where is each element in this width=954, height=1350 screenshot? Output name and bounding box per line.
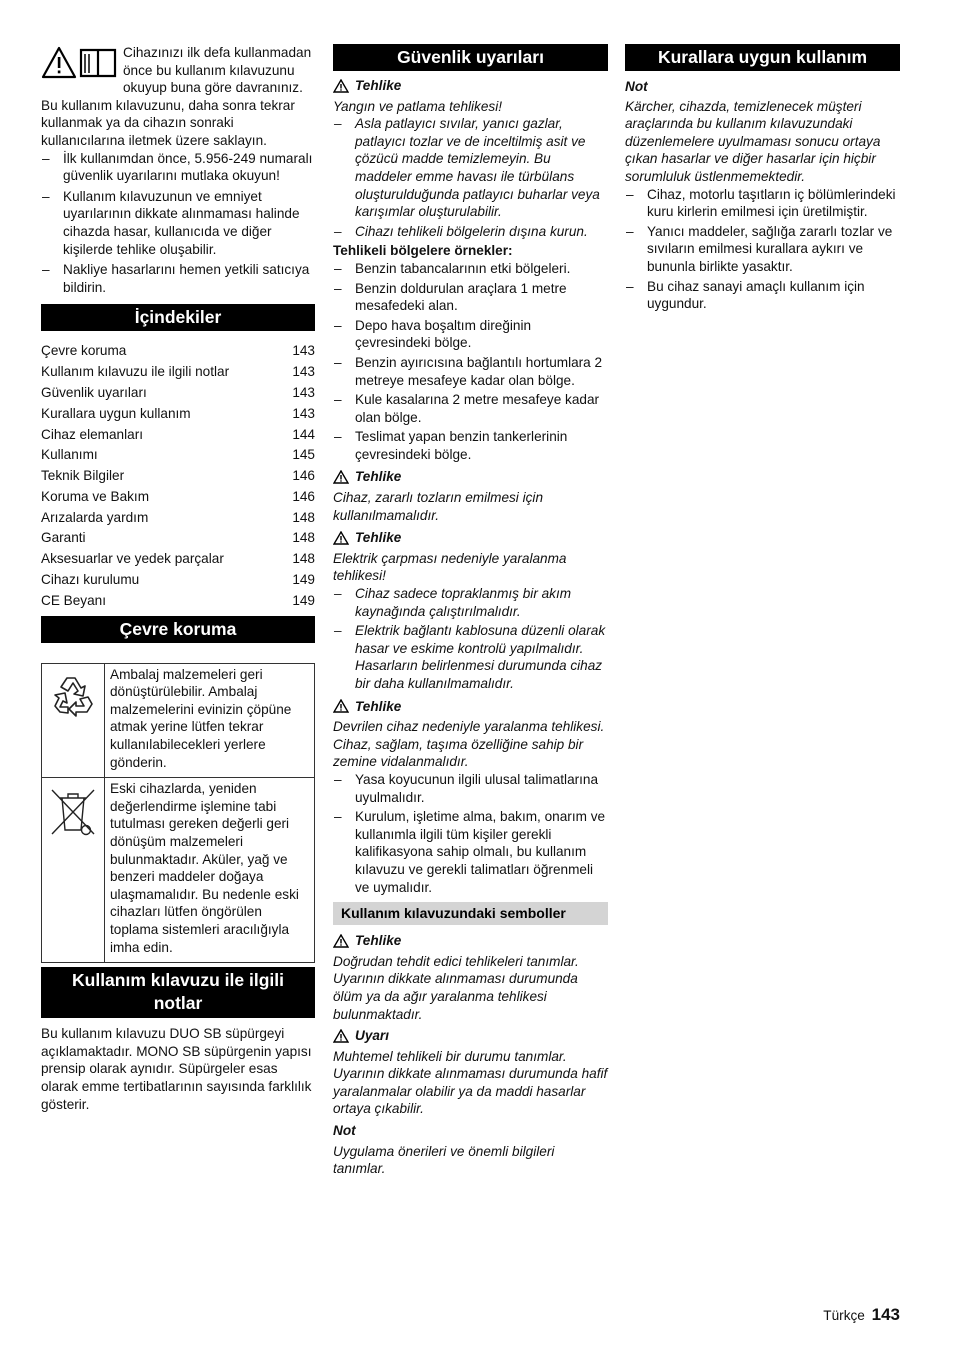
list-item: – Elektrik bağlantı kablosuna düzenli olarak hasar ve eskime kontrolü yapılmalıdır. Hasarların belirlenmesi durumunda cihaz bir daha kullanılmamalıdır.: [333, 622, 608, 692]
list-item: – Benzin ayırıcısına bağlantılı hortumlara 2 metreye mesafeye kadar olan bölge.: [333, 354, 608, 389]
note-heading: Not: [625, 79, 648, 94]
zones-heading: Tehlikeli bölgelere örnekler:: [333, 243, 513, 259]
notes-text: Bu kullanım kılavuzu DUO SB süpürgeyi açıklamaktadır. MONO SB süpürgenin yapısı prensip olarak aynıdır. Süpürgeler esas olarak emme tertibatlarının sayısında farklılık gösterir.: [41, 1026, 312, 1112]
toc-row[interactable]: Arızalarda yardım 148: [41, 509, 315, 525]
toc-heading: İçindekiler: [41, 304, 315, 331]
tip-list: [333, 771, 608, 896]
page-number: 143: [871, 1305, 900, 1324]
list-item: – İlk kullanımdan önce, 5.956-249 numaralı güvenlik uyarılarını mutlaka okuyun!: [41, 150, 315, 185]
env-table: [41, 663, 315, 964]
warning-icon: [333, 470, 349, 484]
notes-heading: Kullanım kılavuzu ile ilgili notlar: [41, 967, 315, 1018]
symbols-heading: Kullanım kılavuzundaki semboller: [333, 902, 608, 925]
danger-heading: Tehlike: [333, 77, 608, 95]
list-item: – Nakliye hasarlarını hemen yetkili satıcıya bildirin.: [41, 261, 315, 296]
danger-heading: Tehlike: [333, 698, 608, 716]
list-item: – Kullanım kılavuzunun ve emniyet uyarılarının dikkate alınmaması halinde cihazda hasar, kullanıcıda ve diğer kişilerde tehlike oluşabilir.: [41, 188, 315, 258]
table-row: [42, 663, 315, 778]
list-item: – Yanıcı maddeler, sağlığa zararlı tozlar ve sıvıların emilmesi kurallara aykırı ve bununla birlikte yasaktır.: [625, 223, 900, 276]
list-item: – Cihaz, motorlu taşıtların iç bölümlerindeki kuru kirlerin emilmesi için üretilmiştir.: [625, 186, 900, 221]
env-icon-cell: [42, 663, 105, 778]
column-left: [41, 44, 315, 1113]
list-item: – Cihaz sadece topraklanmış bir akım kaynağında çalıştırılmalıdır.: [333, 585, 608, 620]
fire-lead: Yangın ve patlama tehlikesi!: [333, 98, 503, 114]
warning-icon: [333, 79, 349, 93]
warning-icon: [333, 934, 349, 948]
toc-row[interactable]: Kullanımı 145: [41, 447, 315, 463]
env-heading: Çevre koruma: [41, 616, 315, 643]
zones-list: [333, 260, 608, 464]
toc-row[interactable]: CE Beyanı 149: [41, 592, 315, 608]
recycle-icon: [48, 670, 98, 720]
toc-row[interactable]: Aksesuarlar ve yedek parçalar 148: [41, 551, 315, 567]
shock-list: [333, 585, 608, 693]
toc-row[interactable]: Güvenlik uyarıları 143: [41, 384, 315, 400]
list-item: – Cihazı tehlikeli bölgelerin dışına kurun.: [333, 223, 608, 241]
tip-text: Devrilen cihaz nedeniyle yaralanma tehlikesi. Cihaz, sağlam, taşıma özelliğine sahip bir zemine vidalanmalıdır.: [333, 719, 605, 770]
note-heading: Not: [333, 1123, 356, 1139]
list-item: – Yasa koyucunun ilgili ulusal talimatlarına uyulmalıdır.: [333, 771, 608, 806]
warning-icon: [333, 699, 349, 713]
list-item: – Kule kasalarına 2 metre mesafeye kadar olan bölge.: [333, 391, 608, 426]
recycle-text: Ambalaj malzemeleri geri dönüştürülebilir. Ambalaj malzemelerini evinizin çöpüne atmak yerine lütfen tekrar kullanılabilecekleri yerlere gönderin.: [105, 663, 315, 778]
list-item: – Teslimat yapan benzin tankerlerinin çevresindeki bölge.: [333, 428, 608, 463]
proper-list: [625, 186, 900, 313]
danger-heading: Tehlike: [333, 932, 608, 950]
shock-lead: Elektrik çarpması nedeniyle yaralanma tehlikesi!: [333, 550, 567, 584]
danger-heading: Tehlike: [333, 529, 608, 547]
warning-heading: Uyarı: [333, 1027, 608, 1045]
proper-note-text: Kärcher, cihazda, temizlenecek müşteri araçlarında bu kullanım kılavuzundaki düzenlemelere uyulmaması sonucu ortaya çıkan hasarlar ve diğer hasarlar için hiçbir sorumluluk üstlenmemektedir.: [625, 98, 881, 184]
toc-row[interactable]: Kurallara uygun kullanım 143: [41, 405, 315, 421]
symbol-warning-text: Muhtemel tehlikeli bir durumu tanımlar. Uyarının dikkate alınmaması durumunda hafif yaralanmalar olabilir ya da maddi hasarlar ortaya çıkabilir.: [333, 1048, 608, 1117]
toc-row[interactable]: Kullanım kılavuzu ile ilgili notlar 143: [41, 364, 315, 380]
intro-text: Cihazınızı ilk defa kullanmadan önce bu kullanım kılavuzunu okuyup buna göre davranınız. Bu kullanım kılavuzunu, daha sonra tekrar kullanmak ya da cihazın sonraki kullanıcılarına iletmek üzere saklayın.: [41, 45, 312, 148]
proper-use-heading: Kurallara uygun kullanım: [625, 44, 900, 71]
list-item: – Bu cihaz sanayi amaçlı kullanım için uygundur.: [625, 278, 900, 313]
symbol-danger-text: Doğrudan tehdit edici tehlikeleri tanımlar. Uyarının dikkate alınmaması durumunda ölüm ya da ağır yaralanma tehlikesi bulunmaktadır.: [333, 953, 579, 1022]
dust-text: Cihaz, zararlı tozların emilmesi için kullanılmamalıdır.: [333, 490, 544, 523]
list-item: – Kurulum, işletime alma, bakım, onarım ve kullanımla ilgili tüm kişiler gerekli kalifikasyona sahip olmalı, bu kullanım kılavuzu ve gerekli talimatları öğrenmeli ve uymalıdır.: [333, 808, 608, 896]
intro-list: [41, 150, 315, 297]
crossed-bin-icon: [48, 784, 98, 840]
warning-manual-icon: [41, 44, 119, 80]
toc-row[interactable]: Garanti 148: [41, 530, 315, 546]
symbol-note-text: Uygulama önerileri ve önemli bilgileri tanımlar.: [333, 1143, 555, 1177]
warning-icon: [333, 531, 349, 545]
disposal-text: Eski cihazlarda, yeniden değerlendirme işlemine tabi tutulması gereken değerli geri dönüşüm malzemeleri bulunmaktadır. Aküler, yağ ve benzeri maddeler doğaya ulaşmamalıdır. Bu nedenle eski cihazları lütfen öngörülen toplama sistemleri aracılığıyla imha edin.: [105, 778, 315, 963]
env-icon-cell: [42, 778, 105, 963]
page-footer: [823, 1306, 900, 1325]
warning-icon: [333, 1029, 349, 1043]
intro-section: [41, 44, 315, 296]
toc-row[interactable]: Cihaz elemanları 144: [41, 426, 315, 442]
list-item: – Benzin doldurulan araçlara 1 metre mesafedeki alan.: [333, 280, 608, 315]
table-of-contents: [41, 341, 315, 611]
danger-heading: Tehlike: [333, 468, 608, 486]
toc-row[interactable]: Çevre koruma 143: [41, 343, 315, 359]
toc-row[interactable]: Teknik Bilgiler 146: [41, 468, 315, 484]
list-item: – Benzin tabancalarının etki bölgeleri.: [333, 260, 608, 278]
toc-row[interactable]: Koruma ve Bakım 146: [41, 488, 315, 504]
column-middle: [333, 44, 608, 1178]
toc-row[interactable]: Cihazı kurulumu 149: [41, 572, 315, 588]
column-right: [625, 44, 900, 313]
footer-language: Türkçe: [823, 1308, 865, 1323]
safety-heading: Güvenlik uyarıları: [333, 44, 608, 71]
list-item: – Asla patlayıcı sıvılar, yanıcı gazlar, patlayıcı tozlar ve de inceltilmiş asit ve çözücü madde temizlemeyin. Bu maddeler emme havası ile türbülans oluşturulduğunda patlayıcı buharlar veya karışımlar oluşturulabilir.: [333, 115, 608, 221]
fire-list: [333, 115, 608, 240]
table-row: [42, 778, 315, 963]
list-item: – Depo hava boşaltım direğinin çevresindeki bölge.: [333, 317, 608, 352]
